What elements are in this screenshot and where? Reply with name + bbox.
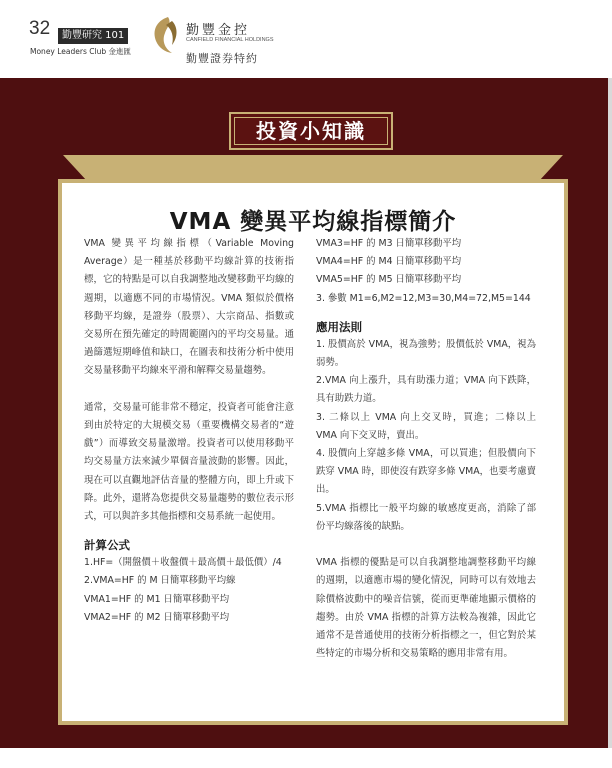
brand-english-name: CANFIELD FINANCIAL HOLDINGS: [186, 37, 274, 43]
formula-line: 2.VMA=HF 的 M 日簡單移動平均線: [84, 575, 236, 587]
article-right-column: [316, 235, 536, 663]
formula-line: VMA2=HF 的 M2 日簡單移動平均: [84, 611, 230, 623]
page-edge-strip: [608, 78, 612, 748]
rule-item: 1. 股價高於 VMA，視為強勢；股價低於 VMA，視為弱勢。: [316, 338, 536, 369]
intro-paragraph-1: VMA 變異平均線指標（Variable Moving Average）是一種基於移動平均線計算的技術指標，它的特點是可以自我調整地改變移動平均線的週期，以適應不同的市場情況。VMA 類似於價格移動平均線，是證券（股票）、大宗商品、指數或交易所在預先確定的時間範圍內的平均交易量。通過篩選短期峰值和缺口，在圖表和技術分析中使用交易量移動平均線來平滑和解釋交易量趨勢。: [84, 238, 294, 377]
conclusion-paragraph: VMA 指標的優點是可以自我調整地調整移動平均線的週期，以適應市場的變化情況，同時可以有效地去除價格波動中的噪音信號，從而更準確地顯示價格的趨勢。由於 VMA 指標的計算方法較為複雜，因此它通常不是普通使用的技術分析指標之一，但它對於某些特定的市場分析和交易策略的應用非常有用。: [316, 557, 536, 660]
rules-heading: 應用法則: [316, 319, 362, 334]
gold-ribbon: [63, 155, 563, 181]
club-label: Money Leaders Club 金進匯: [30, 47, 131, 56]
article-card: [58, 179, 568, 725]
formula-line: 1.HF=（開盤價＋收盤價＋最高價＋最低價）/4: [84, 557, 282, 569]
formula-line: VMA4=HF 的 M4 日簡單移動平均: [316, 256, 462, 268]
article-body: [62, 183, 564, 721]
brand-sponsor-line: 勤豐證券特約: [186, 52, 258, 65]
formula-heading: 計算公式: [84, 538, 130, 553]
article-title: VMA 變異平均線指標簡介: [169, 209, 457, 235]
canfield-logo-icon: [150, 15, 180, 55]
page-bottom-margin: [0, 748, 612, 768]
formula-line: 3. 參數 M1=6,M2=12,M3=30,M4=72,M5=144: [316, 292, 531, 304]
formula-line: VMA5=HF 的 M5 日簡單移動平均: [316, 274, 462, 286]
rule-item: 3. 二條以上 VMA 向上交叉時，買進；二條以上 VMA 向下交叉時，賣出。: [316, 411, 536, 441]
page-header: [0, 0, 612, 78]
rule-item: 4. 股價向上穿越多條 VMA，可以買進；但股價向下跌穿 VMA 時，即使沒有跌穿多條 VMA，也要考慮賣出。: [316, 448, 536, 496]
intro-paragraph-2: 通常，交易量可能非常不穩定，投資者可能會注意到由於特定的大規模交易（重要機構交易者的“遊戲”）而導致交易量激增。投資者可以使用移動平均交易量方法來減少單個音量波動的影響。因此，現在可以直觀地評估音量的整體方向，即上升或下降。此外，還將為您提供交易量趨勢的數位表示形式，可以與許多其他指標和交易系統一起使用。: [84, 401, 294, 523]
formula-line: VMA3=HF 的 M3 日簡單移動平均: [316, 238, 462, 249]
page-number: 32: [29, 18, 51, 39]
rule-item: 2.VMA 向上漲升，具有助漲力道；VMA 向下跌降，具有助跌力道。: [316, 375, 536, 405]
column-badge: 勤豐研究 101: [58, 28, 128, 44]
section-label: 投資小知識: [229, 112, 393, 150]
formula-line: VMA1=HF 的 M1 日簡單移動平均: [84, 593, 230, 605]
article-left-column: [84, 235, 294, 627]
brand-name: 勤豐金控: [186, 23, 251, 38]
rule-item: 5.VMA 指標比一般平均線的敏感度更高，消除了部份平均線落後的缺點。: [316, 502, 536, 532]
